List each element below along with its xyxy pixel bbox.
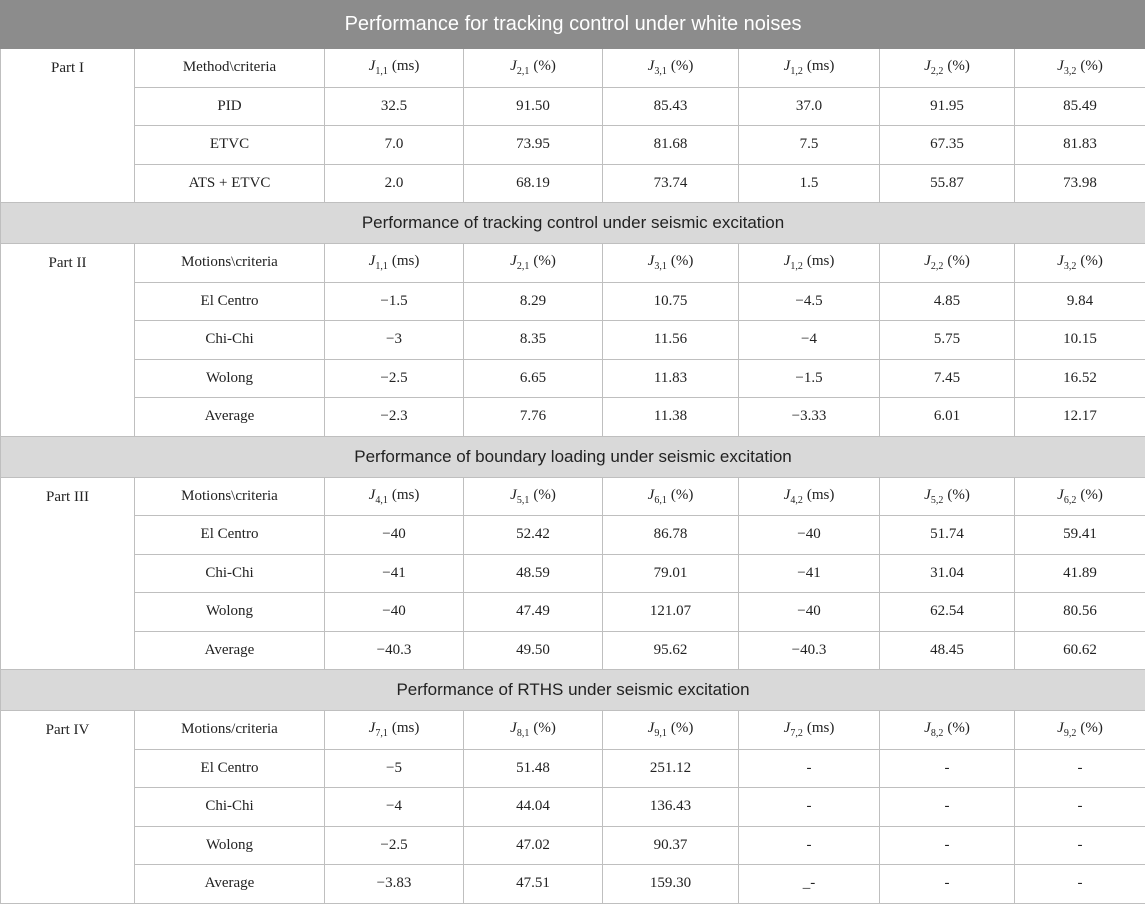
section-header-row bbox=[1, 436, 1145, 477]
criterion-header-cell: $J_{6,2}$ (%) bbox=[1015, 477, 1145, 516]
section-header-row bbox=[1, 203, 1145, 244]
value-cell: 32.5 bbox=[325, 87, 464, 126]
value-cell: −4 bbox=[325, 788, 464, 827]
table-title-row bbox=[1, 1, 1145, 49]
value-cell: −4.5 bbox=[739, 282, 880, 321]
value-cell: 9.84 bbox=[1015, 282, 1145, 321]
criterion-header-cell: $J_{3,2}$ (%) bbox=[1015, 244, 1145, 283]
value-cell: 80.56 bbox=[1015, 593, 1145, 632]
row-label-cell: Average bbox=[135, 865, 325, 904]
value-cell: - bbox=[880, 788, 1015, 827]
value-cell: 121.07 bbox=[603, 593, 739, 632]
value-cell: 11.38 bbox=[603, 398, 739, 437]
criteria-header-label: Motions/criteria bbox=[135, 711, 325, 750]
value-cell: 1.5 bbox=[739, 164, 880, 203]
criterion-header-cell: $J_{4,2}$ (ms) bbox=[739, 477, 880, 516]
value-cell: 95.62 bbox=[603, 631, 739, 670]
value-cell: −40 bbox=[325, 516, 464, 555]
value-cell: −3.33 bbox=[739, 398, 880, 437]
value-cell: 73.95 bbox=[464, 126, 603, 165]
value-cell: 6.65 bbox=[464, 359, 603, 398]
value-cell: −1.5 bbox=[739, 359, 880, 398]
value-cell: - bbox=[1015, 788, 1145, 827]
criterion-header-cell: $J_{7,1}$ (ms) bbox=[325, 711, 464, 750]
row-label-cell: Wolong bbox=[135, 826, 325, 865]
value-cell: - bbox=[1015, 865, 1145, 904]
value-cell: 16.52 bbox=[1015, 359, 1145, 398]
value-cell: −5 bbox=[325, 749, 464, 788]
table-row bbox=[1, 321, 1145, 360]
value-cell: 6.01 bbox=[880, 398, 1015, 437]
criterion-header-cell: $J_{1,2}$ (ms) bbox=[739, 244, 880, 283]
value-cell: - bbox=[1015, 826, 1145, 865]
value-cell: 37.0 bbox=[739, 87, 880, 126]
criterion-header-cell: $J_{2,1}$ (%) bbox=[464, 49, 603, 88]
criterion-header-cell: $J_{1,2}$ (ms) bbox=[739, 49, 880, 88]
value-cell: −41 bbox=[325, 554, 464, 593]
criterion-header-cell: $J_{9,1}$ (%) bbox=[603, 711, 739, 750]
value-cell: 31.04 bbox=[880, 554, 1015, 593]
value-cell: 10.75 bbox=[603, 282, 739, 321]
value-cell: 68.19 bbox=[464, 164, 603, 203]
criterion-header-cell: $J_{2,1}$ (%) bbox=[464, 244, 603, 283]
table-row bbox=[1, 554, 1145, 593]
value-cell: - bbox=[739, 788, 880, 827]
value-cell: 10.15 bbox=[1015, 321, 1145, 360]
section-title: Performance of tracking control under seismic excitation bbox=[1, 203, 1145, 244]
value-cell: 86.78 bbox=[603, 516, 739, 555]
table-row bbox=[1, 87, 1145, 126]
value-cell: _- bbox=[739, 865, 880, 904]
value-cell: 8.29 bbox=[464, 282, 603, 321]
value-cell: 62.54 bbox=[880, 593, 1015, 632]
row-label-cell: Chi-Chi bbox=[135, 554, 325, 593]
criteria-header-row bbox=[1, 244, 1145, 283]
value-cell: 8.35 bbox=[464, 321, 603, 360]
section-title: Performance of boundary loading under seismic excitation bbox=[1, 436, 1145, 477]
value-cell: 90.37 bbox=[603, 826, 739, 865]
value-cell: 73.98 bbox=[1015, 164, 1145, 203]
table-row bbox=[1, 749, 1145, 788]
value-cell: 251.12 bbox=[603, 749, 739, 788]
value-cell: - bbox=[880, 865, 1015, 904]
value-cell: 48.45 bbox=[880, 631, 1015, 670]
table-row bbox=[1, 359, 1145, 398]
criteria-header-row bbox=[1, 711, 1145, 750]
table-row bbox=[1, 398, 1145, 437]
value-cell: 136.43 bbox=[603, 788, 739, 827]
value-cell: −3 bbox=[325, 321, 464, 360]
table-row bbox=[1, 126, 1145, 165]
table-row bbox=[1, 865, 1145, 904]
value-cell: 85.43 bbox=[603, 87, 739, 126]
criteria-header-label: Method\criteria bbox=[135, 49, 325, 88]
table-row bbox=[1, 826, 1145, 865]
value-cell: 60.62 bbox=[1015, 631, 1145, 670]
row-label-cell: Wolong bbox=[135, 359, 325, 398]
criterion-header-cell: $J_{2,2}$ (%) bbox=[880, 244, 1015, 283]
value-cell: - bbox=[739, 826, 880, 865]
value-cell: −2.5 bbox=[325, 826, 464, 865]
value-cell: 59.41 bbox=[1015, 516, 1145, 555]
row-label-cell: Chi-Chi bbox=[135, 321, 325, 360]
value-cell: 81.68 bbox=[603, 126, 739, 165]
value-cell: 11.56 bbox=[603, 321, 739, 360]
value-cell: 81.83 bbox=[1015, 126, 1145, 165]
row-label-cell: ETVC bbox=[135, 126, 325, 165]
criterion-header-cell: $J_{2,2}$ (%) bbox=[880, 49, 1015, 88]
criterion-header-cell: $J_{5,2}$ (%) bbox=[880, 477, 1015, 516]
criterion-header-cell: $J_{3,1}$ (%) bbox=[603, 244, 739, 283]
criterion-header-cell: $J_{4,1}$ (ms) bbox=[325, 477, 464, 516]
criteria-header-row bbox=[1, 477, 1145, 516]
row-label-cell: Average bbox=[135, 631, 325, 670]
row-label-cell: ATS + ETVC bbox=[135, 164, 325, 203]
value-cell: - bbox=[1015, 749, 1145, 788]
value-cell: −2.3 bbox=[325, 398, 464, 437]
value-cell: −40.3 bbox=[325, 631, 464, 670]
criterion-header-cell: $J_{7,2}$ (ms) bbox=[739, 711, 880, 750]
value-cell: −1.5 bbox=[325, 282, 464, 321]
value-cell: 91.50 bbox=[464, 87, 603, 126]
value-cell: 48.59 bbox=[464, 554, 603, 593]
part-label: Part IV bbox=[1, 711, 135, 904]
value-cell: −40 bbox=[325, 593, 464, 632]
criteria-header-label: Motions\criteria bbox=[135, 477, 325, 516]
value-cell: 51.48 bbox=[464, 749, 603, 788]
value-cell: 47.51 bbox=[464, 865, 603, 904]
value-cell: - bbox=[880, 749, 1015, 788]
criterion-header-cell: $J_{9,2}$ (%) bbox=[1015, 711, 1145, 750]
table-title: Performance for tracking control under white noises bbox=[1, 1, 1145, 49]
value-cell: −40.3 bbox=[739, 631, 880, 670]
row-label-cell: Average bbox=[135, 398, 325, 437]
value-cell: 51.74 bbox=[880, 516, 1015, 555]
value-cell: 11.83 bbox=[603, 359, 739, 398]
value-cell: 12.17 bbox=[1015, 398, 1145, 437]
value-cell: 85.49 bbox=[1015, 87, 1145, 126]
value-cell: - bbox=[739, 749, 880, 788]
table-row bbox=[1, 631, 1145, 670]
value-cell: 52.42 bbox=[464, 516, 603, 555]
value-cell: 159.30 bbox=[603, 865, 739, 904]
value-cell: 7.45 bbox=[880, 359, 1015, 398]
value-cell: 55.87 bbox=[880, 164, 1015, 203]
value-cell: 4.85 bbox=[880, 282, 1015, 321]
value-cell: 7.76 bbox=[464, 398, 603, 437]
value-cell: −40 bbox=[739, 593, 880, 632]
value-cell: 41.89 bbox=[1015, 554, 1145, 593]
criterion-header-cell: $J_{3,2}$ (%) bbox=[1015, 49, 1145, 88]
criterion-header-cell: $J_{5,1}$ (%) bbox=[464, 477, 603, 516]
value-cell: 47.49 bbox=[464, 593, 603, 632]
value-cell: 44.04 bbox=[464, 788, 603, 827]
row-label-cell: El Centro bbox=[135, 749, 325, 788]
section-title: Performance of RTHS under seismic excitation bbox=[1, 670, 1145, 711]
value-cell: 7.0 bbox=[325, 126, 464, 165]
value-cell: - bbox=[880, 826, 1015, 865]
criteria-header-row bbox=[1, 49, 1145, 88]
row-label-cell: Wolong bbox=[135, 593, 325, 632]
section-header-row bbox=[1, 670, 1145, 711]
table-row bbox=[1, 593, 1145, 632]
criterion-header-cell: $J_{8,2}$ (%) bbox=[880, 711, 1015, 750]
row-label-cell: Chi-Chi bbox=[135, 788, 325, 827]
table-row bbox=[1, 282, 1145, 321]
value-cell: 67.35 bbox=[880, 126, 1015, 165]
part-label: Part I bbox=[1, 49, 135, 203]
value-cell: 49.50 bbox=[464, 631, 603, 670]
value-cell: −3.83 bbox=[325, 865, 464, 904]
criterion-header-cell: $J_{8,1}$ (%) bbox=[464, 711, 603, 750]
table-row bbox=[1, 164, 1145, 203]
value-cell: 7.5 bbox=[739, 126, 880, 165]
value-cell: 73.74 bbox=[603, 164, 739, 203]
row-label-cell: PID bbox=[135, 87, 325, 126]
value-cell: −4 bbox=[739, 321, 880, 360]
criteria-header-label: Motions\criteria bbox=[135, 244, 325, 283]
criterion-header-cell: $J_{1,1}$ (ms) bbox=[325, 244, 464, 283]
table-row bbox=[1, 788, 1145, 827]
value-cell: −41 bbox=[739, 554, 880, 593]
row-label-cell: El Centro bbox=[135, 282, 325, 321]
value-cell: 47.02 bbox=[464, 826, 603, 865]
table-body bbox=[1, 1, 1145, 904]
value-cell: −40 bbox=[739, 516, 880, 555]
value-cell: 5.75 bbox=[880, 321, 1015, 360]
table-row bbox=[1, 516, 1145, 555]
value-cell: 91.95 bbox=[880, 87, 1015, 126]
criterion-header-cell: $J_{6,1}$ (%) bbox=[603, 477, 739, 516]
part-label: Part II bbox=[1, 244, 135, 437]
value-cell: −2.5 bbox=[325, 359, 464, 398]
part-label: Part III bbox=[1, 477, 135, 670]
criterion-header-cell: $J_{3,1}$ (%) bbox=[603, 49, 739, 88]
row-label-cell: El Centro bbox=[135, 516, 325, 555]
criterion-header-cell: $J_{1,1}$ (ms) bbox=[325, 49, 464, 88]
value-cell: 2.0 bbox=[325, 164, 464, 203]
value-cell: 79.01 bbox=[603, 554, 739, 593]
